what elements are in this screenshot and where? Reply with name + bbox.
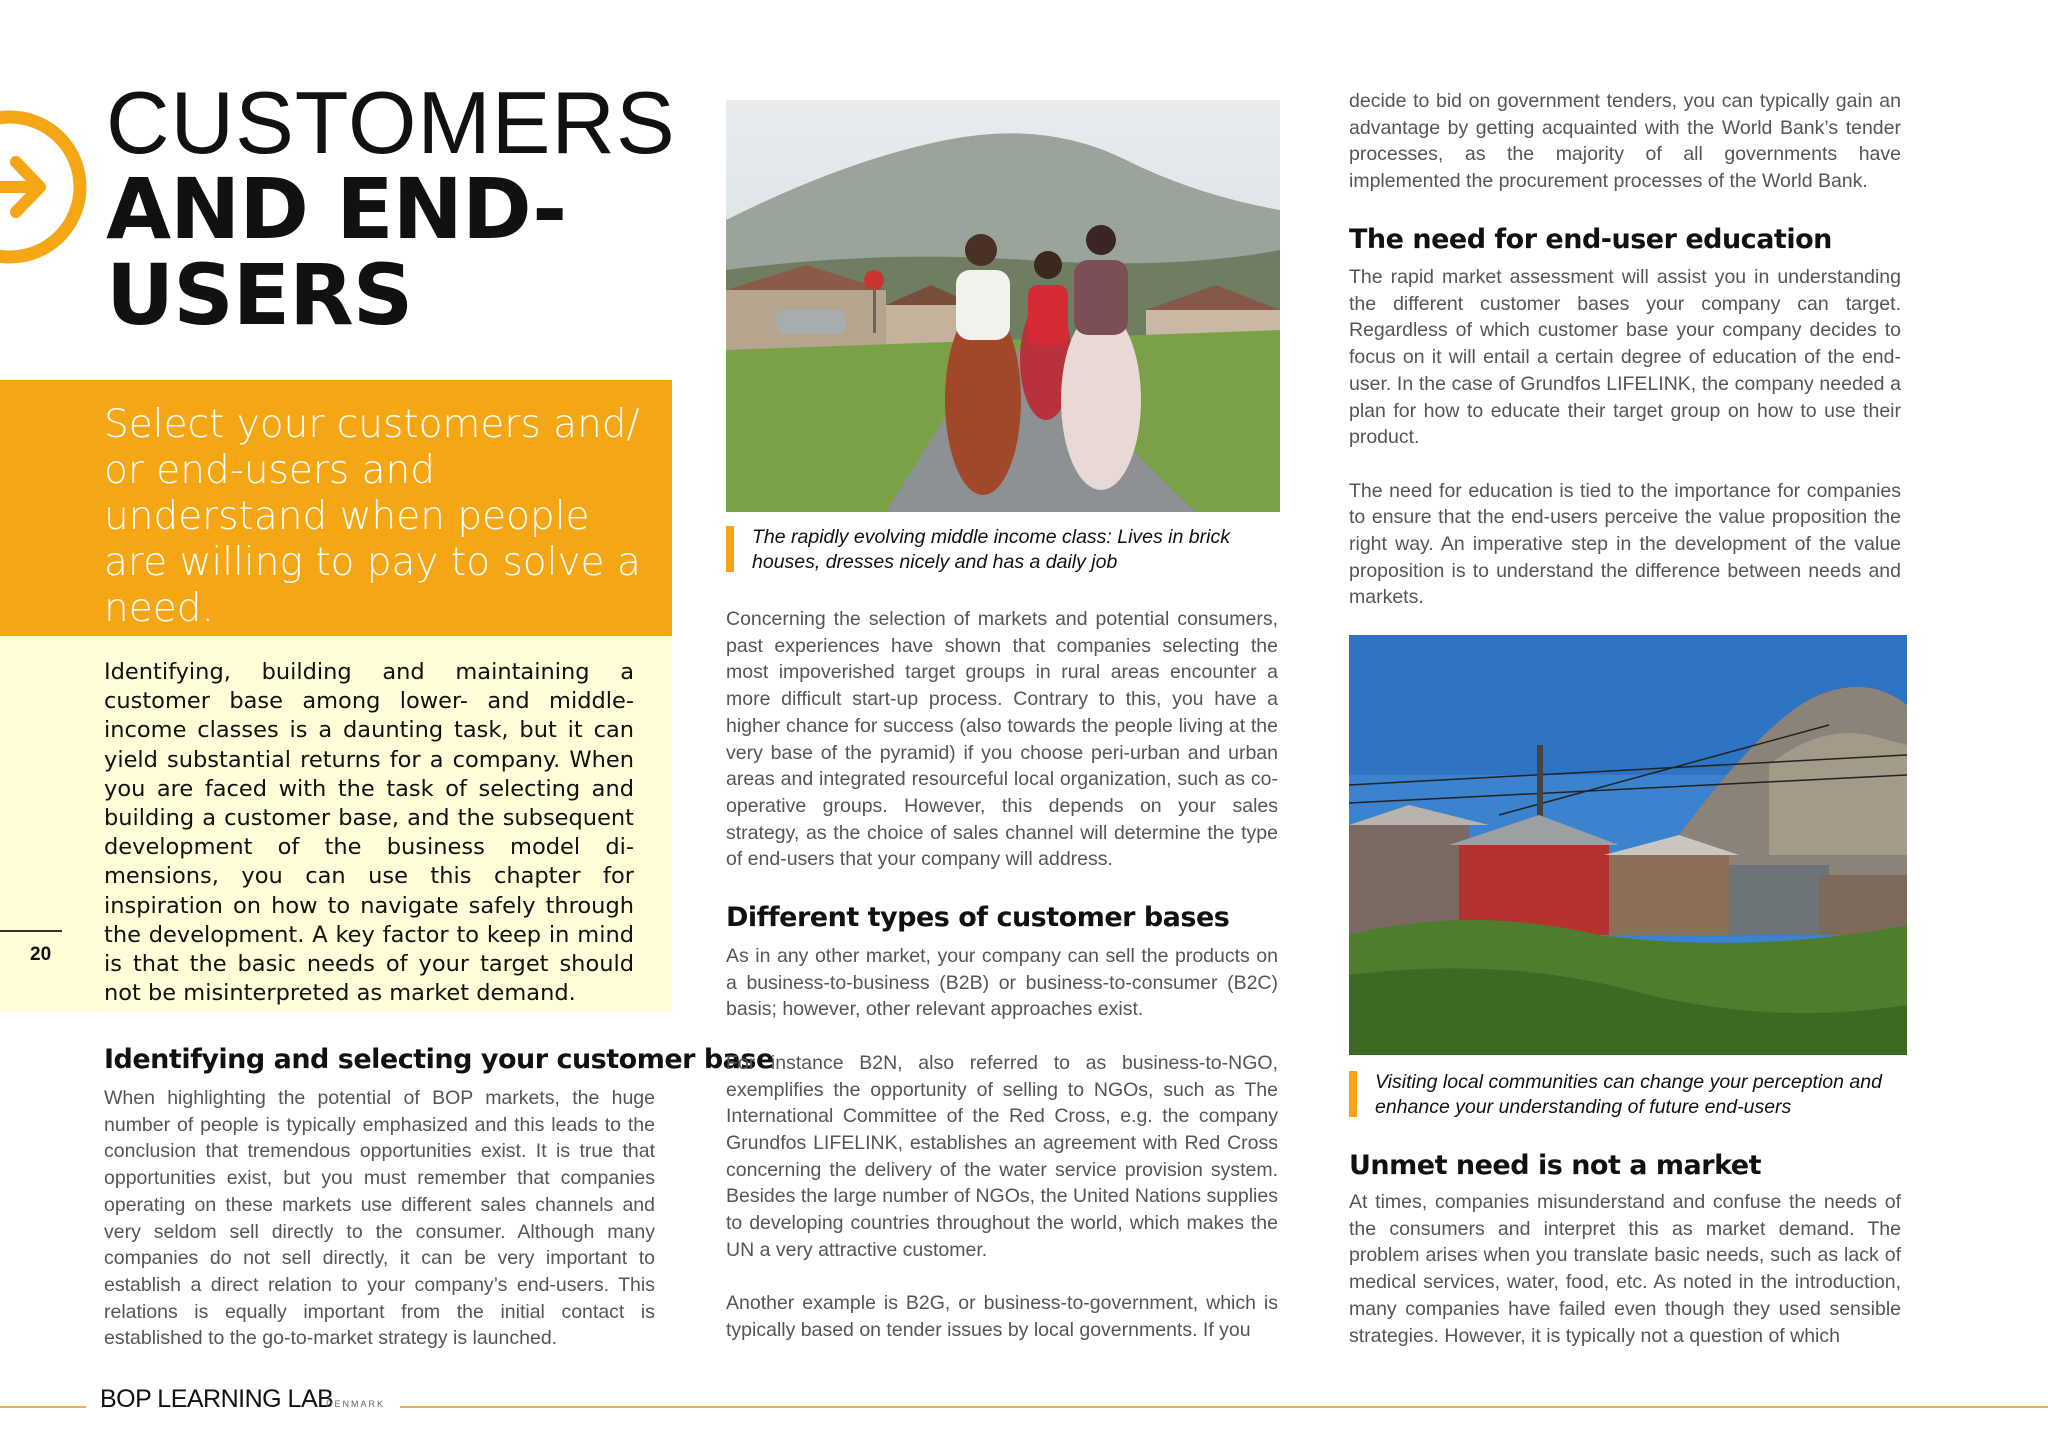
paragraph: When highlighting the potential of BOP markets, the huge number of people is typically emphasized and this leads to the conclusion that tremendous opportunities exist. It is true that opportunities exist, but you must remember that companies operating on these markets use different sales channels and very seldom sell directly to the consumer. Although many companies do not sell directly, it can be very important to establish a direct relation to your company’s end-users. This relations is equally important from the initial contact is established to the go-to-market strategy is launched. — [104, 1087, 655, 1350]
section-heading-end-user-education: The need for end-user education — [1349, 224, 1832, 255]
section-heading-unmet-need: Unmet need is not a market — [1349, 1150, 1762, 1181]
caption-accent-bar — [1349, 1071, 1357, 1117]
column-3-text-top — [1349, 88, 1901, 195]
column-2-text-top — [726, 606, 1278, 873]
paragraph: decide to bid on government tenders, you can typically gain an advantage by getting acquainted with the World Bank’s tender processes, as the majority of all governments have implemented the procurement processes of the World Bank. — [1349, 90, 1901, 193]
page-title-line-3: USERS — [106, 246, 413, 344]
photo-caption-middle-income: The rapidly evolving middle income class: Lives in brick houses, dresses nicely and has a daily job — [752, 526, 1230, 573]
page-title-line-1: CUSTOMERS — [106, 73, 676, 172]
footer-brand: BOP LEARNING LAB — [100, 1385, 334, 1413]
photo-local-community — [1349, 635, 1907, 1055]
paragraph: At times, companies misunderstand and confuse the needs of the consumers and interpret this as market demand. The problem arises when you translate basic needs, such as lack of medical services, water, food, etc. As noted in the introduction, many companies have failed even though they used sensible strategies. However, it is typically not a question of which — [1349, 1191, 1901, 1347]
lead-text: Identifying, building and maintaining a customer base among lower- and middle-income classes is a daunting task, but it can yield substantial returns for a company. When you are faced with the task of selecting and building a customer base, and the subsequent development of the business model di-mensions, you can use this chapter for inspiration on how to navigate safely through the development. A key factor to keep in mind is that the basic needs of your target should not be misinterpreted as market demand. — [104, 659, 634, 1007]
paragraph: As in any other market, your company can sell the products on a business-to-business (B2B) or business-to-consumer (B2C) basis; however, other relevant approaches exist. — [726, 945, 1278, 1021]
paragraph: Concerning the selection of markets and potential consumers, past experiences have shown that companies selecting the most impoverished target groups in rural areas encounter a more difficult start-up process. Contrary to this, you have a higher chance for success (also towards the people living at the very base of the pyramid) if you choose peri-urban and urban areas and integrated resourceful local organization, such as co-operative groups. However, this depends on your sales strategy, as the choice of sales channel will determine the type of end-users that your company will address. — [726, 608, 1278, 871]
paragraph: For instance B2N, also referred to as business-to-NGO, exemplifies the opportunity of selling to NGOs, such as The International Committee of the Red Cross, e.g. the company Grundfos LIFELINK, establishes an agreement with Red Cross concerning the delivery of the water service provision system. Besides the large number of NGOs, the United Nations supplies to developing countries throughout the world, which makes the UN a very attractive customer. — [726, 1051, 1278, 1261]
paragraph: The need for education is tied to the importance for companies to ensure that the end-users perceive the value proposition the right way. An imperative step in the development of the value proposition is to understand the difference between needs and markets. — [1349, 479, 1901, 609]
footer-brand-subtitle: DENMARK — [326, 1399, 386, 1409]
footer-rule-right — [400, 1406, 2048, 1408]
paragraph: The rapid market assessment will assist you in understanding the different customer bases your company can target. Regardless of which customer base your company decides to focus on it will entail a certain degree of education of the end-user. In the case of Grundfos LIFELINK, the company needed a plan for how to educate their target group on how to use their product. — [1349, 266, 1901, 449]
column-3-text-education — [1349, 264, 1901, 611]
section-heading-customer-bases: Different types of customer bases — [726, 902, 1230, 933]
photo-middle-income-women — [726, 100, 1280, 512]
section-text-identifying — [104, 1085, 655, 1352]
arrow-right-circle-icon — [0, 108, 96, 266]
column-2-text-bottom — [726, 943, 1278, 1344]
intro-text: Select your customers and/ or end-users and understand when people are willing to pay to solve a need. — [104, 402, 641, 631]
page-number: 20 — [30, 944, 52, 965]
paragraph: Another example is B2G, or business-to-government, which is typically based on tender issues by local governments. If you — [726, 1292, 1278, 1341]
caption-accent-bar — [726, 526, 734, 572]
footer-rule-left — [0, 1406, 86, 1408]
page-title-line-2: AND END- — [106, 160, 567, 258]
section-heading-identifying: Identifying and selecting your customer base — [104, 1044, 774, 1075]
photo-caption-local-community: Visiting local communities can change your perception and enhance your understanding of future end-users — [1375, 1071, 1882, 1118]
page-number-rule — [0, 930, 62, 932]
column-3-text-unmet-need — [1349, 1189, 1901, 1349]
